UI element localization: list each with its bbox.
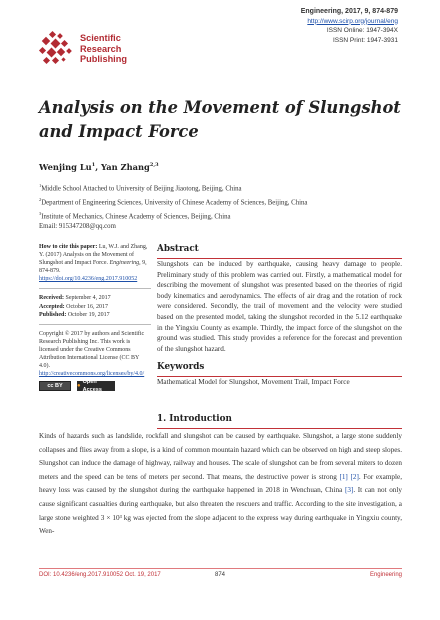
open-access-label: Open Access xyxy=(82,379,102,394)
affiliation-sup: 3 xyxy=(39,210,42,216)
author-affiliation-sup: 1 xyxy=(91,162,96,169)
copyright-block xyxy=(39,330,151,392)
license-badges xyxy=(39,379,151,394)
logo-line-1: Scientific xyxy=(80,33,121,43)
affiliation-sup: 2 xyxy=(39,196,42,202)
accepted-label: Accepted: xyxy=(39,303,65,310)
cite-journal: Engineering xyxy=(109,260,140,267)
reference-link[interactable]: [1] xyxy=(339,472,348,481)
sidebar-divider xyxy=(39,324,151,325)
cc-by-badge[interactable]: cc BY xyxy=(39,381,71,391)
reference-link[interactable]: [3] xyxy=(344,486,354,495)
journal-info xyxy=(301,7,398,45)
logo-line-2: Research xyxy=(80,43,122,54)
affiliation-item xyxy=(39,195,307,209)
published-date xyxy=(39,311,151,319)
cite-label: How to cite this paper: xyxy=(39,244,98,250)
keywords-heading-text: Keywords xyxy=(157,362,205,372)
page-header xyxy=(0,0,440,78)
journal-url-link[interactable]: http://www.scirp.org/journal/eng xyxy=(307,17,398,25)
affiliations xyxy=(39,181,307,233)
author-list: Wenjing Lu$^1$, Yan Zhang$^{2,3}$ xyxy=(39,162,159,172)
received-value: September 4, 2017 xyxy=(65,295,111,302)
intro-text-part: Kinds of hazards such as landslide, rockfall and slungshot can be caused by earthquake. Slungshot, a large stone suddenly collapses and flies away from a slope, is a kind of common mountain hazard which can be observed on high and steep slopes. Slungshot can induce the damage of highway, railway and houses. The scale of slungshot can be from several miters to dozen meters and the speed can be tens of meters per second. That means, the destructive power is strong xyxy=(39,432,402,481)
author-name: Yan Zhang xyxy=(100,162,150,172)
publisher-logo[interactable] xyxy=(38,30,198,72)
abstract-heading-text: Abstract xyxy=(157,244,199,254)
issn-print: ISSN Print: 1947-3931 xyxy=(332,36,398,44)
footer-journal-name: Engineering xyxy=(369,572,402,578)
intro-text-part: . For example, heavy loss was caused by the slungshot during the earthquake happened in 2018 in Wenchuan, China xyxy=(39,472,403,495)
introduction-heading xyxy=(157,414,402,424)
intro-text-part: . It can not only cause significant casualties during earthquake, but also threaten the rescuers and traffic. According to the site investigation, a large stone weighted 3 × 10³ kg was ejected from the slope adjacent to the express way during earthquake in Yingxiu county, Wen- xyxy=(39,486,402,536)
section-rule xyxy=(157,428,402,430)
page-footer xyxy=(39,568,402,580)
open-lock-icon: ● xyxy=(77,383,81,390)
author-email: Email: 915347208@qq.com xyxy=(39,223,116,231)
keywords-text: Mathematical Model for Slungshot, Movement Trail, Impact Force xyxy=(157,378,350,386)
reference-link[interactable]: [2] xyxy=(350,472,359,481)
affiliation-item xyxy=(39,209,307,223)
article-sidebar xyxy=(39,243,151,396)
author-affiliation-sup: 2,3 xyxy=(149,162,159,169)
cite-doi-link[interactable]: https://doi.org/10.4236/eng.2017.910052 xyxy=(39,276,138,283)
footer-doi: DOI: 10.4236/eng.2017.910052 Oct. 19, 2017 xyxy=(39,572,161,578)
introduction-paragraph xyxy=(39,430,402,539)
abstract-heading xyxy=(157,244,402,254)
cite-tail: , 9, 874-879. xyxy=(39,260,147,275)
logo-line-3: Publishing xyxy=(80,54,127,64)
affiliation-text: Department of Engineering Sciences, University of Chinese Academy of Sciences, Beijing, China xyxy=(41,199,308,207)
accepted-value: October 16, 2017 xyxy=(66,303,108,310)
copyright-text: Copyright © 2017 by authors and Scientific Research Publishing Inc. This work is licensed under the Creative Commons Attribution International License (CC BY 4.0). xyxy=(39,330,145,370)
affiliation-item xyxy=(39,181,307,195)
abstract-text: Slungshots can be induced by earthquake, causing heavy damage to people. Preliminary study of this problem was carried out. Firstly, a mathematical model for describing the movement of slungshot was presented based on the theories of rigid body kinematics and aerodynamics. The effects of air drag and the rotation of rock were considered. Secondly, the trail of movement and the velocity were studied based on the presented model, taking the slungshot recorded in the 5.12 earthquake in the Yingxiu County as example. Thirdly, the impact force of the slungshot on the ground was studied. This study provides a reference for the forecast and prevention of the slungshot hazard. xyxy=(157,260,402,353)
author-name: Wenjing Lu xyxy=(39,162,92,172)
license-link[interactable]: http://creativecommons.org/licenses/by/4.0/ xyxy=(39,371,145,378)
received-date xyxy=(39,294,151,302)
affiliation-sup: 1 xyxy=(39,183,42,188)
keywords-heading xyxy=(157,362,402,372)
received-label: Received: xyxy=(39,295,64,302)
affiliation-text: Institute of Mechanics, Chinese Academy of Sciences, Beijing, China xyxy=(41,212,231,220)
citation-block xyxy=(39,243,151,283)
journal-citation-line: Engineering, 2017, 9, 874-879 xyxy=(300,8,398,15)
page-number: 874 xyxy=(215,572,226,578)
dates-block xyxy=(39,294,151,318)
publisher-name xyxy=(80,33,127,65)
paper-title: Analysis on the Movement of Slungshot and Impact Force xyxy=(39,98,401,141)
issn-online: ISSN Online: 1947-394X xyxy=(326,27,398,34)
affiliation-text: Middle School Attached to University of Beijing Jiaotong, Beijing, China xyxy=(41,185,242,193)
scirp-logo-icon xyxy=(38,30,76,68)
accepted-date xyxy=(39,303,151,311)
introduction-heading-text: 1. Introduction xyxy=(157,414,232,424)
sidebar-divider xyxy=(39,288,151,289)
cite-text: Lu, W.J. and Zhang, Y. (2017) Analysis on the Movement of Slungshot and Impact Force. xyxy=(39,244,148,267)
published-label: Published: xyxy=(39,311,67,318)
published-value: October 19, 2017 xyxy=(67,311,110,318)
open-access-badge[interactable] xyxy=(77,379,115,394)
